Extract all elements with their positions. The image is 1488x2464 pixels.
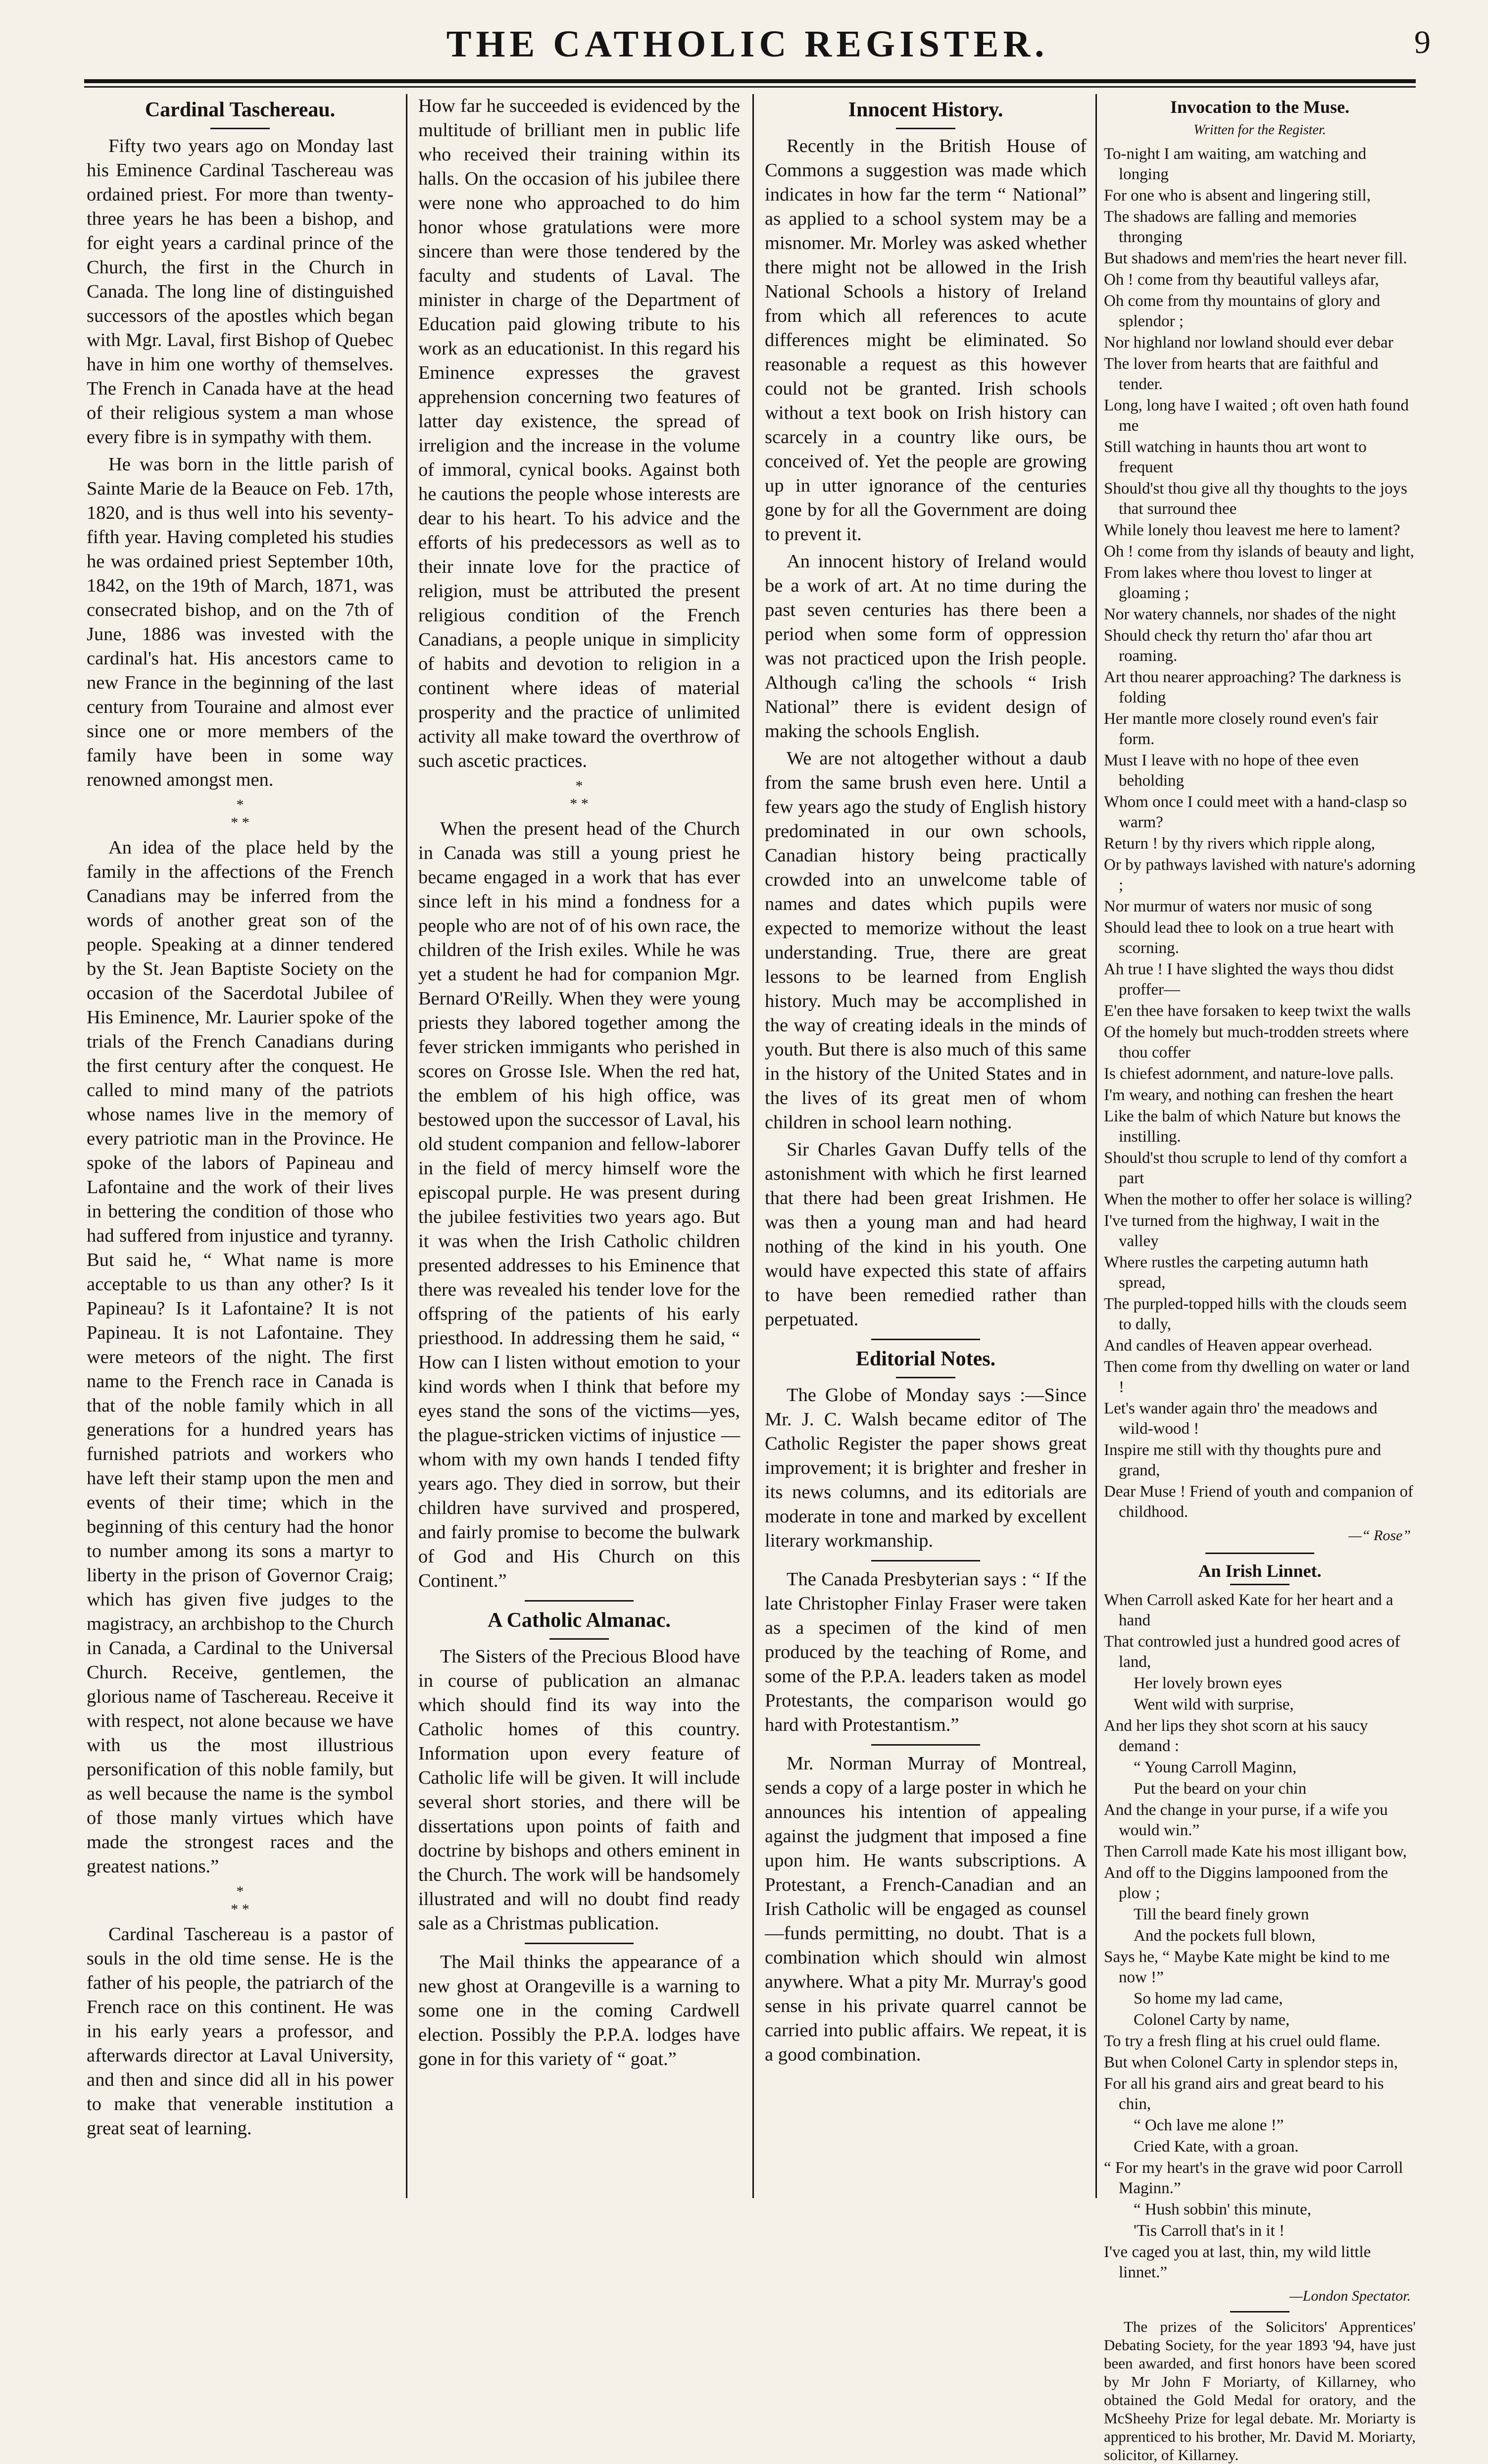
article-paragraph: We are not altogether without a daub from the same brush even here. Until a few years ago the study of English history predominated in our own schools, Canadian history being practically crowded into an unwelcome table of names and dates which pupils were expected to memorize without the least understanding. True, there are great lessons to be learned from English history. Much may be accomplished in the way of creating ideals in the minds of youth. But there is also much of this same in the history of the United States and in the lives of its great men of whom children in school learn nothing.: [765, 748, 1087, 1133]
poem-line: Should lead thee to look on a true heart with scorning.: [1104, 919, 1394, 957]
editorial-paragraph: The Canada Presbyterian says : “ If the late Christopher Finlay Fraser were taken as a specimen of the kind of men produced by the teaching of Rome, and some of the P.P.A. leaders taken as model Protestants, the comparison would go hard with Protestantism.”: [765, 1569, 1087, 1735]
poem-line: Went wild with surprise,: [1134, 1696, 1294, 1713]
poem-line: Says he, “ Maybe Kate might be kind to me now !”: [1104, 1948, 1390, 1986]
poem-line: Her lovely brown eyes: [1134, 1674, 1282, 1692]
article-paragraph: The Sisters of the Precious Blood have in course of publication an almanac which should find its way into the Catholic homes of this country. Information upon every feature of Catholic life will be given. It will include several short stories, and there will be dissertations upon points of faith and doctrine by bishops and others eminent in the Church. The work will be handsomely illustrated and will no doubt find ready sale as a Christmas publication.: [418, 1646, 740, 1934]
poem-line: To try a fresh fling at his cruel ould flame.: [1104, 2032, 1381, 2050]
poem-line: And off to the Diggins lampooned from the plow ;: [1104, 1864, 1389, 1902]
poem-line: Of the homely but much-trodden streets where thou coffer: [1104, 1023, 1409, 1061]
prize-notice: The prizes of the Solicitors' Apprentices' Debating Society, for the year 1893 '94, have just been awarded, and first honors have been scored by Mr John F Moriarty, of Killarney, who obtained the Gold Medal for oratory, and the McSheehy Prize for legal debate. Mr. Moriarty is apprenticed to his brother, Mr. David M. Moriarty, solicitor, of Killarney.: [1104, 2318, 1416, 2464]
poem-line: Oh ! come from thy beautiful valleys afar,: [1104, 271, 1379, 289]
masthead: [79, 20, 1431, 79]
newspaper-title: THE CATHOLIC REGISTER.: [446, 23, 1049, 65]
article-heading-cardinal-taschereau: Cardinal Taschereau.: [145, 99, 336, 121]
asterism-separator: * * *: [231, 1883, 249, 1917]
poem-line: Whom once I could meet with a hand-clasp so warm?: [1104, 793, 1407, 831]
poem-line: Let's wander again thro' the meadows and wild-wood !: [1104, 1400, 1378, 1438]
section-separator: [525, 1600, 634, 1602]
poem-line: For one who is absent and lingering still,: [1104, 187, 1371, 204]
poem-line: To-night I am waiting, am watching and longing: [1104, 145, 1367, 183]
poem-line: Nor murmur of waters nor music of song: [1104, 898, 1372, 915]
article-paragraph: He was born in the little parish of Sainte Marie de la Beauce on Feb. 17th, 1820, and is thus well into his seventy-fifth year. Having completed his studies he was ordained priest September 10th, 1842, on the 19th of March, 1871, was consecrated bishop, and on the 7th of June, 1886 was invested with the cardinal's hat. His ancestors came to new France in the beginning of the last century from Touraine and almost ever since one or more members of the family have been in some way renowned amongst men.: [87, 454, 394, 790]
poem-line: When the mother to offer her solace is willing?: [1104, 1191, 1412, 1208]
poem-line: Should'st thou give all thy thoughts to the joys that surround thee: [1104, 480, 1407, 518]
poem-line: “ For my heart's in the grave wid poor Carroll Maginn.”: [1104, 2159, 1403, 2197]
section-separator: [525, 1943, 634, 1944]
column-divider: [752, 94, 754, 2198]
poem-line: When Carroll asked Kate for her heart and a hand: [1104, 1591, 1393, 1629]
poem-line: The shadows are falling and memories thronging: [1104, 208, 1357, 246]
heading-rule: [1230, 1584, 1290, 1585]
poem-line: I'm weary, and nothing can freshen the heart: [1104, 1086, 1393, 1104]
poem-line: That controwled just a hundred good acres of land,: [1104, 1633, 1400, 1671]
article-paragraph: Recently in the British House of Commons a suggestion was made which indicates in how far the term “ National” as applied to a school system may be a misnomer. Mr. Morley was asked whether there might not be allowed in the Irish National Schools a history of Ireland from which all references to acute differences might be eliminated. So reasonable a request as this however could not be granted. Irish schools without a text book on Irish history can scarcely in a country like ours, be conceived of. Yet the people are growing up in utter ignorance of the centuries gone by for all the Government are doing to prevent it.: [765, 136, 1087, 545]
article-paragraph: Fifty two years ago on Monday last his Eminence Cardinal Taschereau was ordained priest. For more than twenty-three years he has been a bishop, and for eight years a cardinal prince of the Church, the first in the Church in Canada. The long line of distinguished successors of the apostles which began with Mgr. Laval, first Bishop of Quebec have in him one worthy of themselves. The French in Canada have at the head of their religious system a man whose every fibre is in sympathy with them.: [87, 136, 394, 448]
poem-line: Should'st thou scruple to lend of thy comfort a part: [1104, 1149, 1407, 1187]
poem-line: Nor watery channels, nor shades of the night: [1104, 605, 1396, 623]
article-heading-innocent-history: Innocent History.: [848, 99, 1003, 121]
poem-line: Ah true ! I have slighted the ways thou didst proffer—: [1104, 960, 1394, 999]
poem-line: Must I leave with no hope of thee even beholding: [1104, 752, 1359, 790]
article-paragraph: An innocent history of Ireland would be a work of art. At no time during the past seven centuries has there been a period when some form of oppression was not practiced upon the Irish people. Although ca'ling the schools “ Irish National” there is evident design of making the schools English.: [765, 551, 1087, 742]
poem-line: Her mantle more closely round even's fair form.: [1104, 710, 1378, 748]
section-separator: [1205, 1553, 1314, 1554]
poem-line: The purpled-topped hills with the clouds seem to dally,: [1104, 1295, 1407, 1333]
poem-line: Art thou nearer approaching? The darkness is folding: [1104, 668, 1401, 706]
poem-line: And the change in your purse, if a wife you would win.”: [1104, 1801, 1388, 1839]
poem-line: And candles of Heaven appear overhead.: [1104, 1337, 1373, 1355]
heading-rule: [896, 1377, 955, 1378]
section-separator: [871, 1744, 980, 1746]
column-3: [765, 94, 1087, 2203]
heading-rule: [1230, 2311, 1290, 2313]
article-paragraph: An idea of the place held by the family in the affections of the French Canadians may be inferred from the words of another great son of the people. Speaking at a dinner tendered by the St. Jean Baptiste Society on the occasion of the Sacerdotal Jubilee of His Eminence, Mr. Laurier spoke of the trials of the French Canadians during the first century after the conquest. He called to mind many of the patriots whose names live in the memory of every patriotic man in the Province. He spoke of the labors of Papineau and Lafontaine and the work of their lives in bettering the condition of those who had suffered from injustice and tyranny. But said he, “ What name is more acceptable to us than any other? Is it Papineau? Is it Lafontaine? It is not Papineau. It is not Lafontaine. They were meteors of the night. The first name to the French race in Canada is that of the noble family which in all generations for a hundred years has furnished patriots and workers who have left their stamp upon the men and events of their time; which in the beginning of this century had the honor to number among its sons a martyr to liberty in the prison of Governor Craig; which has given five judges to the magistracy, an archbishop to the Church in Canada, a Cardinal to the Universal Church. Receive, gentlemen, the glorious name of Taschereau. Receive it with respect, not alone because we have with us the most illustrious personification of this noble family, but as well because the name is the symbol of those manly virtues which have made the strongest races and the greatest nations.”: [87, 837, 394, 1877]
poem-line: Till the beard finely grown: [1134, 1906, 1309, 1923]
poem-line: “ Hush sobbin' this minute,: [1134, 2201, 1311, 2218]
article-paragraph: The Mail thinks the appearance of a new ghost at Orangeville is a warning to some one in the coming Cardwell election. Possibly the P.P.A. lodges have gone in for this variety of “ goat.”: [418, 1952, 740, 2069]
poem-line: Cried Kate, with a groan.: [1134, 2138, 1299, 2156]
poem-line: “ Young Carroll Maginn,: [1134, 1759, 1297, 1776]
poem-line: “ Och lave me alone !”: [1134, 2116, 1284, 2134]
article-heading-editorial-notes: Editorial Notes.: [855, 1348, 996, 1370]
poem-signature: —London Spectator.: [1289, 2288, 1411, 2304]
asterism-separator: * * *: [231, 797, 249, 831]
asterism-separator: * * *: [570, 778, 589, 812]
column-divider: [1095, 94, 1097, 2198]
poem-line: So home my lad came,: [1134, 1990, 1283, 2008]
poem-line: For all his grand airs and great beard to his chin,: [1104, 2075, 1384, 2113]
column-divider: [406, 94, 407, 2198]
column-2: [418, 94, 740, 2203]
poem-line: 'Tis Carroll that's in it !: [1134, 2222, 1285, 2240]
poem-line: Where rustles the carpeting autumn hath spread,: [1104, 1254, 1369, 1292]
editorial-paragraph: Mr. Norman Murray of Montreal, sends a copy of a large poster in which he announces his intention of appealing against the judgment that imposed a fine upon him. He wants subscriptions. A Protestant, a French-Canadian and an Irish Catholic will be engaged as counsel—funds permitting, no doubt. That is a combination which should win almost anywhere. What a pity Mr. Murray's good sense in his private quarrel cannot be carried into public affairs. We repeat, it is a good combination.: [765, 1753, 1087, 2065]
heading-rule: [896, 128, 955, 129]
poem-line: Still watching in haunts thou art wont to frequent: [1104, 438, 1367, 476]
masthead-rule-thin: [84, 86, 1416, 88]
poem-byline: Written for the Register.: [1193, 122, 1326, 138]
column-1: [87, 94, 394, 2203]
article-paragraph: Cardinal Taschereau is a pastor of souls in the old time sense. He is the father of his people, the patriarch of the French race on this continent. He was in his early years a professor, and afterwards director at Laval University, and then and since did all in his power to make that venerable institution a great seat of learning.: [87, 1924, 394, 2139]
poem-signature: —“ Rose”: [1348, 1527, 1411, 1544]
masthead-rule: [84, 79, 1416, 83]
editorial-paragraph: The Globe of Monday says :—Since Mr. J. C. Walsh became editor of The Catholic Register the paper shows great improvement; it is brighter and fresher in its news columns, and its editorials are moderate in tone and marked by excellent literary workmanship.: [765, 1385, 1087, 1551]
poem-line: Or by pathways lavished with nature's adorning ;: [1104, 856, 1416, 894]
poem-line: Like the balm of which Nature but knows the instilling.: [1104, 1107, 1401, 1146]
column-4: [1104, 94, 1416, 2464]
poem-line: Colonel Carty by name,: [1134, 2011, 1290, 2029]
heading-rule: [210, 128, 270, 129]
poem-line: Nor highland nor lowland should ever debar: [1104, 334, 1393, 352]
poem-line: Long, long have I waited ; oft oven hath found me: [1104, 397, 1409, 435]
poem-line: Return ! by thy rivers which ripple along,: [1104, 835, 1376, 853]
poem-line: Inspire me still with thy thoughts pure and grand,: [1104, 1441, 1382, 1479]
poem-line: From lakes where thou lovest to linger at gloaming ;: [1104, 564, 1372, 602]
poem-line: Is chiefest adornment, and nature-love palls.: [1104, 1065, 1394, 1083]
poem-line: Dear Muse ! Friend of youth and companion of childhood.: [1104, 1483, 1414, 1521]
poem-line: I've caged you at last, thin, my wild little linnet.”: [1104, 2243, 1371, 2281]
poem-heading-irish-linnet: An Irish Linnet.: [1198, 1561, 1322, 1581]
article-heading-catholic-almanac: A Catholic Almanac.: [488, 1609, 671, 1632]
poem-line: And her lips they shot scorn at his saucy demand :: [1104, 1717, 1368, 1755]
poem-line: Should check thy return tho' afar thou art roaming.: [1104, 627, 1373, 665]
poem-line: Then Carroll made Kate his most illigant bow,: [1104, 1843, 1407, 1861]
page-number: 9: [1414, 24, 1431, 60]
article-paragraph: Sir Charles Gavan Duffy tells of the astonishment with which he first learned that there had been great Irishmen. He was then a young man and had heard nothing of the kind in his youth. One would have expected this state of affairs to have been remedied rather than perpetuated.: [765, 1139, 1087, 1330]
poem-line: E'en thee have forsaken to keep twixt the walls: [1104, 1002, 1411, 1020]
poem-line: The lover from hearts that are faithful and tender.: [1104, 355, 1379, 393]
poem-line: Oh ! come from thy islands of beauty and light,: [1104, 543, 1414, 560]
heading-rule: [549, 1638, 609, 1640]
poem-heading-invocation: Invocation to the Muse.: [1170, 97, 1349, 117]
section-separator: [871, 1560, 980, 1561]
poem-irish-linnet: [1104, 1590, 1416, 2283]
poem-line: While lonely thou leavest me here to lament?: [1104, 521, 1400, 539]
poem-line: I've turned from the highway, I wait in the valley: [1104, 1212, 1380, 1250]
poem-line: But shadows and mem'ries the heart never fill.: [1104, 250, 1407, 267]
article-paragraph: When the present head of the Church in Canada was still a young priest he became engaged in a work that has ever since left in his mind a fondness for a people who are not of of his own race, the children of the Irish exiles. While he was yet a student he had for companion Mgr. Bernard O'Reilly. When they were young priests they labored together among the fever stricken immigants who perished in scores on Grosse Isle. When the red hat, the emblem of his high office, was bestowed upon the successor of Laval, his old student companion and fellow-laborer in the field of mercy himself wore the episcopal purple. He was present during the jubilee festivities two years ago. But it was when the Irish Catholic children presented addresses to his Eminence that there was revealed his tender love for the offspring of the patients of his early priesthood. In addressing them he said, “ How can I listen without emotion to your kind words when I think that before my eyes stand the sons of the victims—yes, the plague-stricken victims of injustice —whom with my own hands I tended fifty years ago. They died in sorrow, but their children have survived and prospered, and fairly promise to become the bulwark of God and His Church on this Continent.”: [418, 818, 740, 1591]
poem-line: Oh come from thy mountains of glory and splendor ;: [1104, 292, 1381, 330]
article-paragraph: How far he succeeded is evidenced by the multitude of brilliant men in public life who received their training within its halls. On the occasion of his jubilee there were none who approached to do him honor whose gratulations were more sincere than were those tendered by the faculty and students of Laval. The minister in charge of the Department of Education paid glowing tribute to his work as an educationist. In this regard his Eminence expresses the gravest apprehension concerning two features of latter day existence, the spread of irreligion and the increase in the volume of immoral, cynical books. Against both he cautions the people whose interests are dear to his heart. To his advice and the efforts of his predecessors as well as to their innate love for the practice of religion, must be attributed the present religious condition of the French Canadians, a people unique in simplicity of habits and devotion to religion in a continent where ideas of material prosperity and the practice of unlimited activity all make toward the overthrow of such ascetic practices.: [418, 96, 740, 771]
poem-line: Then come from thy dwelling on water or land !: [1104, 1358, 1410, 1396]
poem-line: But when Colonel Carty in splendor steps in,: [1104, 2054, 1398, 2071]
section-separator: [871, 1339, 980, 1340]
poem-invocation-to-the-muse: [1104, 144, 1416, 1522]
poem-line: Put the beard on your chin: [1134, 1780, 1307, 1798]
poem-line: And the pockets full blown,: [1134, 1927, 1316, 1945]
